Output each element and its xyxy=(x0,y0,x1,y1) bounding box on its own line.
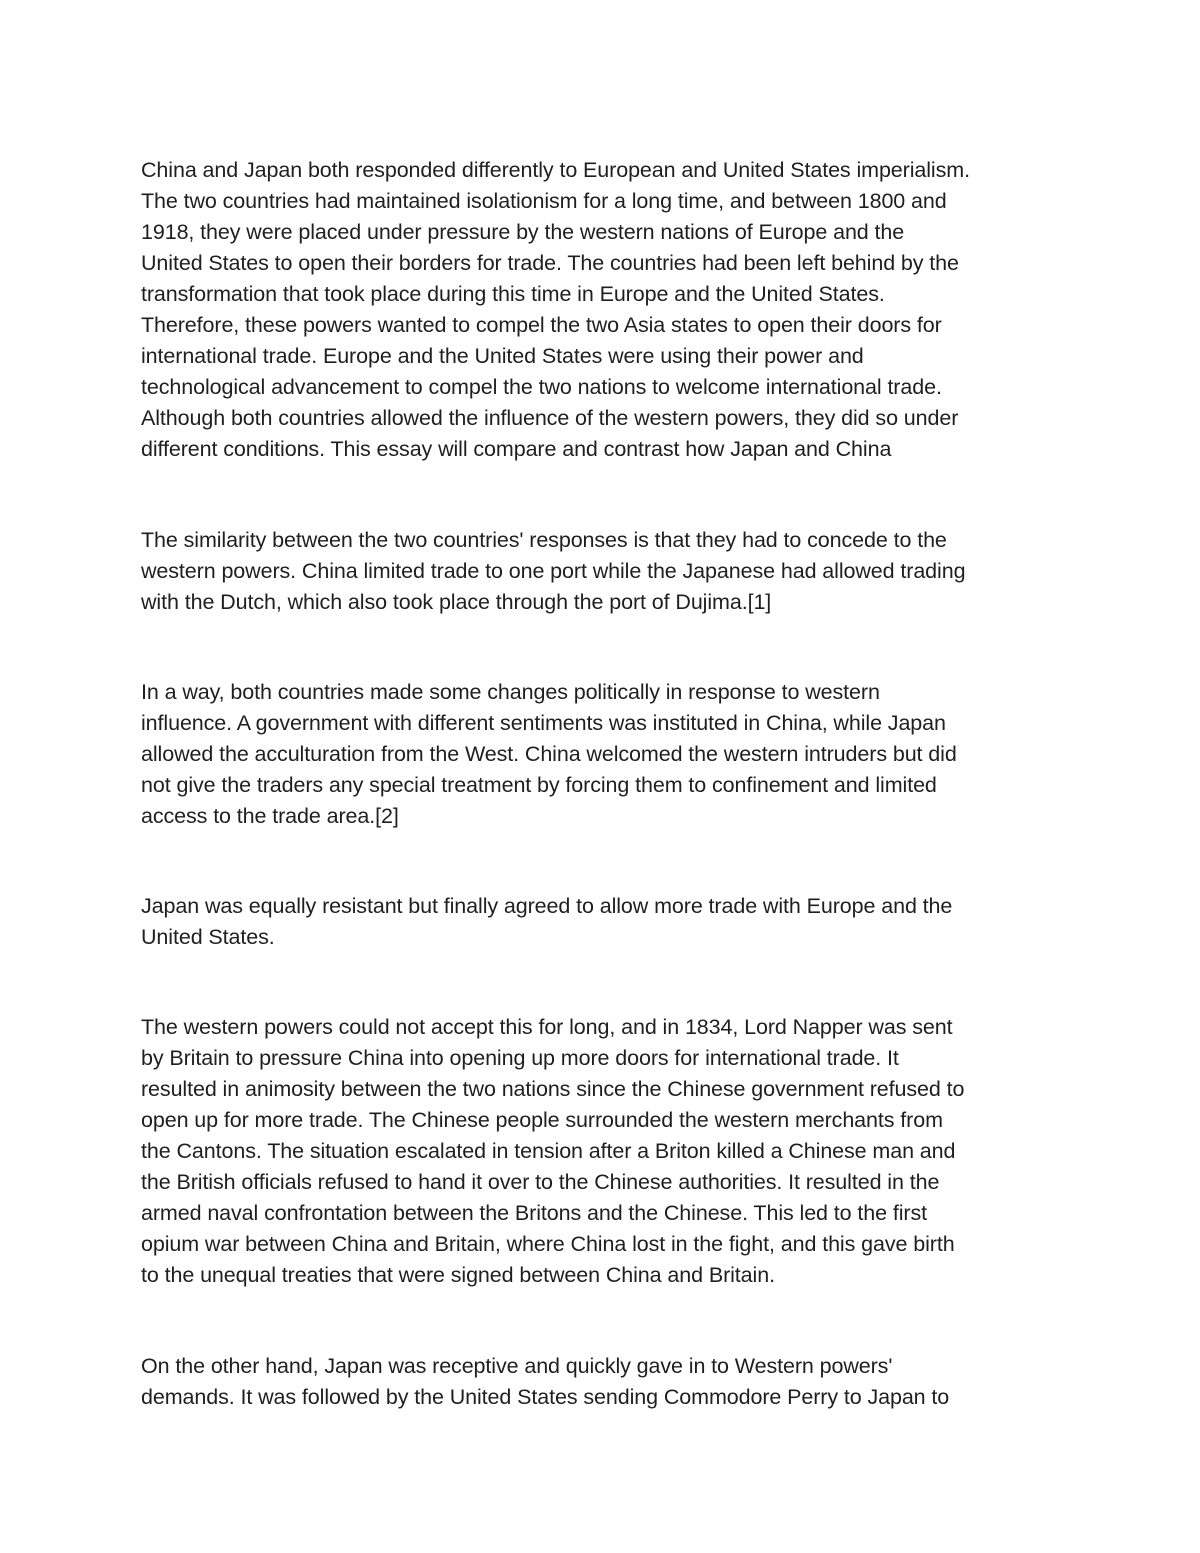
paragraph-similarity: The similarity between the two countries' responses is that they had to concede to the western powers. China limited trade to one port while the Japanese had allowed trading with the Dutch, which also took place through the port of Dujima.[1] xyxy=(141,528,966,614)
paragraph-japan-receptive: On the other hand, Japan was receptive and quickly gave in to Western powers' demands. It was followed by the United States sending Commodore Perry to Japan to xyxy=(141,1354,950,1409)
paragraph-intro: China and Japan both responded differently to European and United States imperialism. The two countries had maintained isolationism for a long time, and between 1800 and 1918, they were placed under pressure by the western nations of Europe and the United States to open their borders for trade. The countries had been left behind by the transformation that took place during this time in Europe and the United States. Therefore, these powers wanted to compel the two Asia states to open their doors for international trade. Europe and the United States were using their power and technological advancement to compel the two nations to welcome international trade. Although both countries allowed the influence of the western powers, they did so under different conditions. This essay will compare and contrast how Japan and China xyxy=(141,158,970,461)
paragraph-political-changes: In a way, both countries made some changes politically in response to western influence. A government with different sentiments was instituted in China, while Japan allowed the acculturation from the West. China welcomed the western intruders but did not give the traders any special treatment by forcing them to confinement and limited access to the trade area.[2] xyxy=(141,680,957,828)
paragraph-opium-war: The western powers could not accept this for long, and in 1834, Lord Napper was sent by Britain to pressure China into opening up more doors for international trade. It resulted in animosity between the two nations since the Chinese government refused to open up for more trade. The Chinese people surrounded the western merchants from the Cantons. The situation escalated in tension after a Briton killed a Chinese man and the British officials refused to hand it over to the Chinese authorities. It resulted in the armed naval confrontation between the Britons and the Chinese. This led to the first opium war between China and Britain, where China lost in the fight, and this gave birth to the unequal treaties that were signed between China and Britain. xyxy=(141,1015,965,1287)
paragraph-japan-resistance: Japan was equally resistant but finally agreed to allow more trade with Europe and the United States. xyxy=(141,894,953,949)
